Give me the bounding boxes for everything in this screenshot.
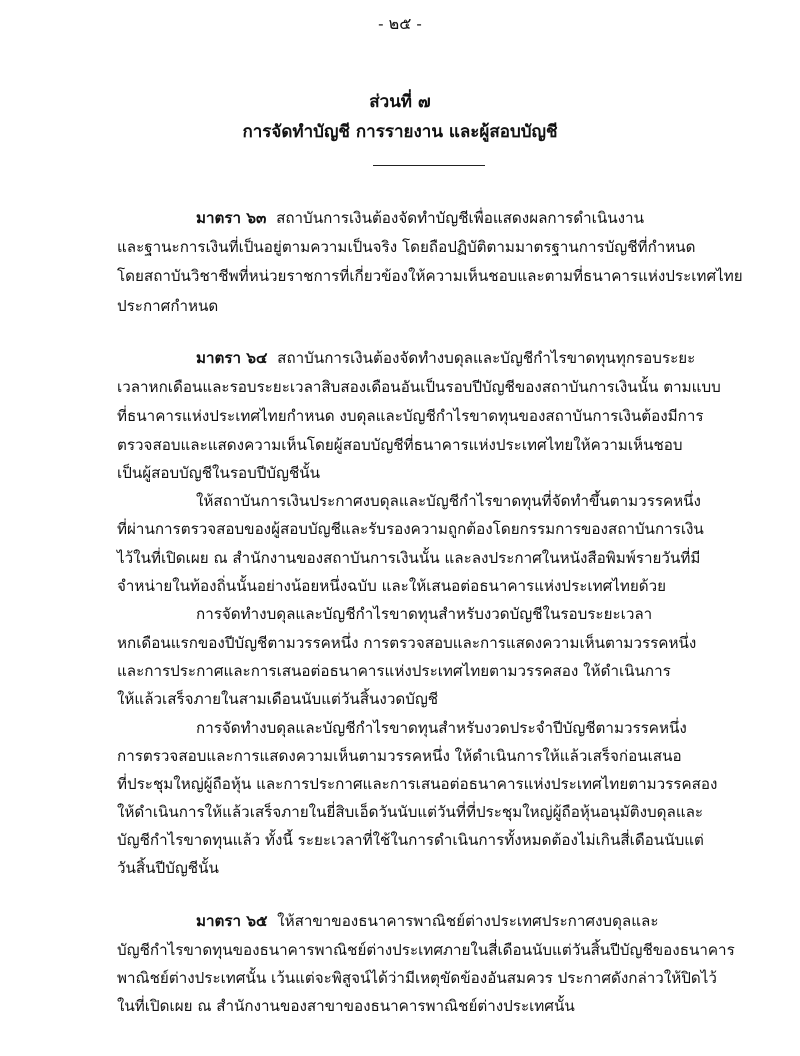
section-64-para4-line: ที่ประชุมใหญ่ผู้ถือหุ้น และการประกาศและการเสนอต่อธนาคารแห่งประเทศไทยตามวรรคสอง	[117, 775, 718, 793]
section-64-para2-line: ที่ผ่านการตรวจสอบของผู้สอบบัญชีและรับรองความถูกต้องโดยกรรมการของสถาบันการเงิน	[117, 520, 704, 538]
section-65-line: บัญชีกำไรขาดทุนของธนาคารพาณิชย์ต่างประเทศภายในสี่เดือนนับแต่วันสิ้นปีบัญชีของธนาคาร	[117, 941, 735, 959]
section-64-para3-first-line: การจัดทำงบดุลและบัญชีกำไรขาดทุนสำหรับงวดบัญชีในรอบระยะเวลา	[196, 605, 653, 623]
title-divider	[373, 165, 485, 166]
section-64-line: ตรวจสอบและแสดงความเห็นโดยผู้สอบบัญชีที่ธนาคารแห่งประเทศไทยให้ความเห็นชอบ	[117, 436, 683, 454]
section-64-para3-line: และการประกาศและการเสนอต่อธนาคารแห่งประเทศไทยตามวรรคสอง ให้ดำเนินการ	[117, 662, 671, 680]
section-64-para2-line: ไว้ในที่เปิดเผย ณ สำนักงานของสถาบันการเงินนั้น และลงประกาศในหนังสือพิมพ์รายวันที่มี	[117, 549, 701, 567]
section-64-para2-line: จำหน่ายในท้องถิ่นนั้นอย่างน้อยหนึ่งฉบับ และให้เสนอต่อธนาคารแห่งประเทศไทยด้วย	[117, 577, 667, 595]
section-64-para3-line: หกเดือนแรกของปีบัญชีตามวรรคหนึ่ง การตรวจสอบและการแสดงความเห็นตามวรรคหนึ่ง	[117, 634, 697, 652]
section-64-para2-first-line: ให้สถาบันการเงินประกาศงบดุลและบัญชีกำไรขาดทุนที่จัดทำขึ้นตามวรรคหนึ่ง	[196, 492, 701, 510]
section-63-line: ประกาศกำหนด	[117, 297, 219, 315]
section-63-first-line	[196, 206, 644, 230]
section-63-text: สถาบันการเงินต้องจัดทำบัญชีเพื่อแสดงผลการดำเนินงาน	[276, 209, 644, 227]
section-64-first-line	[196, 346, 695, 370]
section-65-line: พาณิชย์ต่างประเทศนั้น เว้นแต่จะพิสูจน์ได้ว่ามีเหตุขัดข้องอันสมควร ประกาศดังกล่าวให้ปิดไว้	[117, 969, 717, 987]
section-64-para4-first-line: การจัดทำงบดุลและบัญชีกำไรขาดทุนสำหรับงวดประจำปีบัญชีตามวรรคหนึ่ง	[196, 719, 687, 737]
page-number: - ๒๕ -	[378, 14, 422, 33]
section-64-para4-line: บัญชีกำไรขาดทุนแล้ว ทั้งนี้ ระยะเวลาที่ใช้ในการดำเนินการทั้งหมดต้องไม่เกินสี่เดือนนับแต่	[117, 831, 704, 849]
part-subtitle: การจัดทำบัญชี การรายงาน และผู้สอบบัญชี	[242, 122, 558, 142]
section-64-line: ที่ธนาคารแห่งประเทศไทยกำหนด งบดุลและบัญชีกำไรขาดทุนของสถาบันการเงินต้องมีการ	[117, 407, 704, 425]
section-65-first-line	[196, 909, 659, 933]
section-63-line: โดยสถาบันวิชาชีพที่หน่วยราชการที่เกี่ยวข้องให้ความเห็นชอบและตามที่ธนาคารแห่งประเทศไทย	[117, 267, 743, 285]
section-64-line: เวลาหกเดือนและรอบระยะเวลาสิบสองเดือนอันเป็นรอบปีบัญชีของสถาบันการเงินนั้น ตามแบบ	[117, 378, 721, 396]
section-65-label: มาตรา ๖๕	[196, 912, 268, 930]
section-65-line: ในที่เปิดเผย ณ สำนักงานของสาขาของธนาคารพาณิชย์ต่างประเทศนั้น	[117, 997, 575, 1015]
section-64-para4-line: ให้ดำเนินการให้แล้วเสร็จภายในยี่สิบเอ็ดวันนับแต่วันที่ที่ประชุมใหญ่ผู้ถือหุ้นอนุมัติงบดุลและ	[117, 803, 704, 821]
section-64-line: เป็นผู้สอบบัญชีในรอบปีบัญชีนั้น	[117, 464, 321, 482]
part-title: ส่วนที่ ๗	[369, 92, 431, 112]
section-63-label: มาตรา ๖๓	[196, 209, 267, 227]
section-65-text: ให้สาขาของธนาคารพาณิชย์ต่างประเทศประกาศงบดุลและ	[277, 912, 659, 930]
section-64-para4-line: วันสิ้นปีบัญชีนั้น	[117, 859, 219, 877]
section-64-para3-line: ให้แล้วเสร็จภายในสามเดือนนับแต่วันสิ้นงวดบัญชี	[117, 690, 439, 708]
section-63-line: และฐานะการเงินที่เป็นอยู่ตามความเป็นจริง โดยถือปฏิบัติตามมาตรฐานการบัญชีที่กำหนด	[117, 238, 696, 256]
section-64-text: สถาบันการเงินต้องจัดทำงบดุลและบัญชีกำไรขาดทุนทุกรอบระยะ	[277, 349, 696, 367]
section-64-para4-line: การตรวจสอบและการแสดงความเห็นตามวรรคหนึ่ง ให้ดำเนินการให้แล้วเสร็จก่อนเสนอ	[117, 747, 682, 765]
section-64-label: มาตรา ๖๔	[196, 349, 268, 367]
